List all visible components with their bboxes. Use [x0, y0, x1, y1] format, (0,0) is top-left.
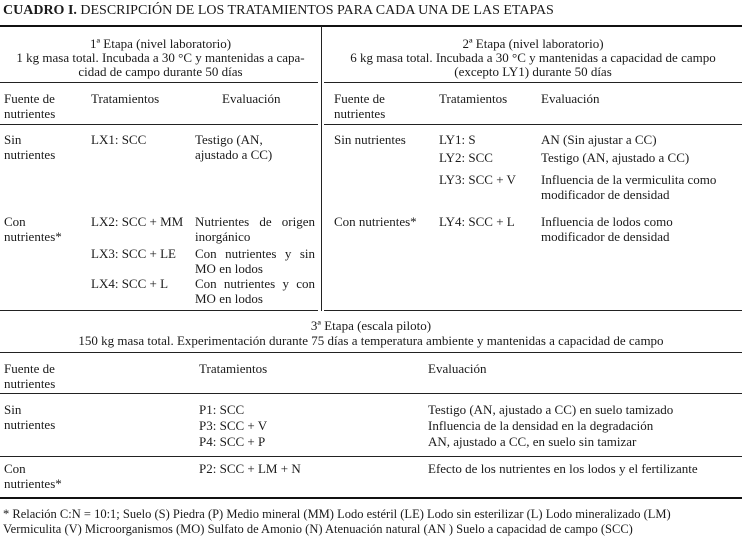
stage-divider [321, 26, 322, 311]
stage3-desc: 150 kg masa total. Experimentación durante 75 días a temperatura ambiente y mantenidas a capacidad de campo [78, 333, 664, 348]
stage2-col-evaluation: Evaluación [541, 91, 600, 106]
stage1-col-evaluation: Evaluación [222, 91, 281, 106]
stage-header-rule-right [324, 82, 742, 83]
stage1-desc-line2: cidad de campo durante 50 días [78, 64, 243, 79]
stage2-treatment-ly3: LY3: SCC + V [439, 172, 516, 187]
stage1-heading: 1ª Etapa (nivel laboratorio) [89, 36, 232, 51]
footnote-line2: Vermiculita (V) Microorganismos (MO) Sulfato de Amonio (N) Atenuación natural (AN ) Suelo a capacidad de campo (SCC) [3, 522, 633, 536]
stage2-treatment-ly4: LY4: SCC + L [439, 214, 515, 229]
stage1-2-bottom-rule-left [0, 310, 318, 311]
table-title [3, 3, 554, 18]
stage1-col-treatments: Tratamientos [91, 91, 160, 106]
stage3-col-header-rule [0, 393, 742, 394]
stage3-treatment-p1: P1: SCC [199, 402, 245, 417]
stage3-eval-p4: AN, ajustado a CC, en suelo sin tamizar [428, 434, 637, 449]
stage1-desc-line1: 1 kg masa total. Incubada a 30 °C y mantenidas a capa- [16, 50, 305, 65]
stage1-2-bottom-rule-right [324, 310, 742, 311]
stage3-col-evaluation: Evaluación [428, 361, 487, 376]
stage2-desc-line2: (excepto LY1) durante 50 días [454, 64, 612, 79]
stage3-mid-rule [0, 456, 742, 457]
col-header-rule-right [324, 124, 742, 125]
stage2-eval-ly3: Influencia de la vermiculita como modificador de densidad [541, 172, 717, 202]
stage3-group-con-nutrientes: Con nutrientes* [4, 461, 62, 491]
stage1-treatment-lx3: LX3: SCC + LE [91, 246, 176, 261]
stage1-eval-lx1: Testigo (AN, ajustado a CC) [195, 132, 273, 162]
stage3-eval-p2: Efecto de los nutrientes en los lodos y el fertilizante [428, 461, 698, 476]
stage2-heading: 2ª Etapa (nivel laboratorio) [462, 36, 604, 51]
stage3-col-source: Fuente de nutrientes [4, 361, 56, 391]
stage3-treatment-p2: P2: SCC + LM + N [199, 461, 301, 476]
stage2-desc-line1: 6 kg masa total. Incubada a 30 °C y mantenidas a capacidad de campo [350, 50, 716, 65]
stage2-group-con-nutrientes: Con nutrientes* [334, 214, 417, 229]
stage1-eval-lx4: Con nutrientes y con MO en lodos [195, 276, 315, 306]
stage1-treatment-lx4: LX4: SCC + L [91, 276, 169, 291]
stage2-eval-ly2: Testigo (AN, ajustado a CC) [541, 150, 690, 165]
col-header-rule-left [0, 124, 318, 125]
stage3-treatment-p4: P4: SCC + P [199, 434, 266, 449]
stage1-col-source: Fuente de nutrientes [4, 91, 56, 121]
stage2-treatment-ly2: LY2: SCC [439, 150, 493, 165]
stage3-heading: 3ª Etapa (escala piloto) [310, 318, 432, 333]
stage1-treatment-lx2: LX2: SCC + MM [91, 214, 184, 229]
table-number: CUADRO I. [3, 3, 77, 18]
stage2-eval-ly1: AN (Sin ajustar a CC) [541, 132, 657, 147]
stage1-group-sin-nutrientes: Sin nutrientes [4, 132, 56, 162]
stage3-eval-p3: Influencia de la densidad en la degradación [428, 418, 654, 433]
stage2-group-sin-nutrientes: Sin nutrientes [334, 132, 406, 147]
stage1-treatment-lx1: LX1: SCC [91, 132, 147, 147]
stage2-col-source: Fuente de nutrientes [334, 91, 386, 121]
stage3-group-sin-nutrientes: Sin nutrientes [4, 402, 56, 432]
stage3-header-rule [0, 352, 742, 353]
stage2-eval-ly4: Influencia de lodos como modificador de densidad [541, 214, 673, 244]
stage2-treatment-ly1: LY1: S [439, 132, 476, 147]
stage1-eval-lx3: Con nutrientes y sin MO en lodos [195, 246, 315, 276]
stage3-treatment-p3: P3: SCC + V [199, 418, 268, 433]
top-rule [0, 25, 742, 27]
stage1-group-con-nutrientes: Con nutrientes* [4, 214, 62, 244]
bottom-rule [0, 497, 742, 499]
table-caption: DESCRIPCIÓN DE LOS TRATAMIENTOS PARA CADA UNA DE LAS ETAPAS [76, 3, 554, 18]
stage3-col-treatments: Tratamientos [199, 361, 268, 376]
stage2-col-treatments: Tratamientos [439, 91, 508, 106]
stage3-eval-p1: Testigo (AN, ajustado a CC) en suelo tamizado [428, 402, 674, 417]
stage1-eval-lx2: Nutrientes de origen inorgánico [195, 214, 315, 244]
footnote-line1: * Relación C:N = 10:1; Suelo (S) Piedra (P) Medio mineral (MM) Lodo estéril (LE) Lodo sin esterilizar (L) Lodo mineralizado (LM) [3, 507, 671, 521]
stage-header-rule-left [0, 82, 318, 83]
